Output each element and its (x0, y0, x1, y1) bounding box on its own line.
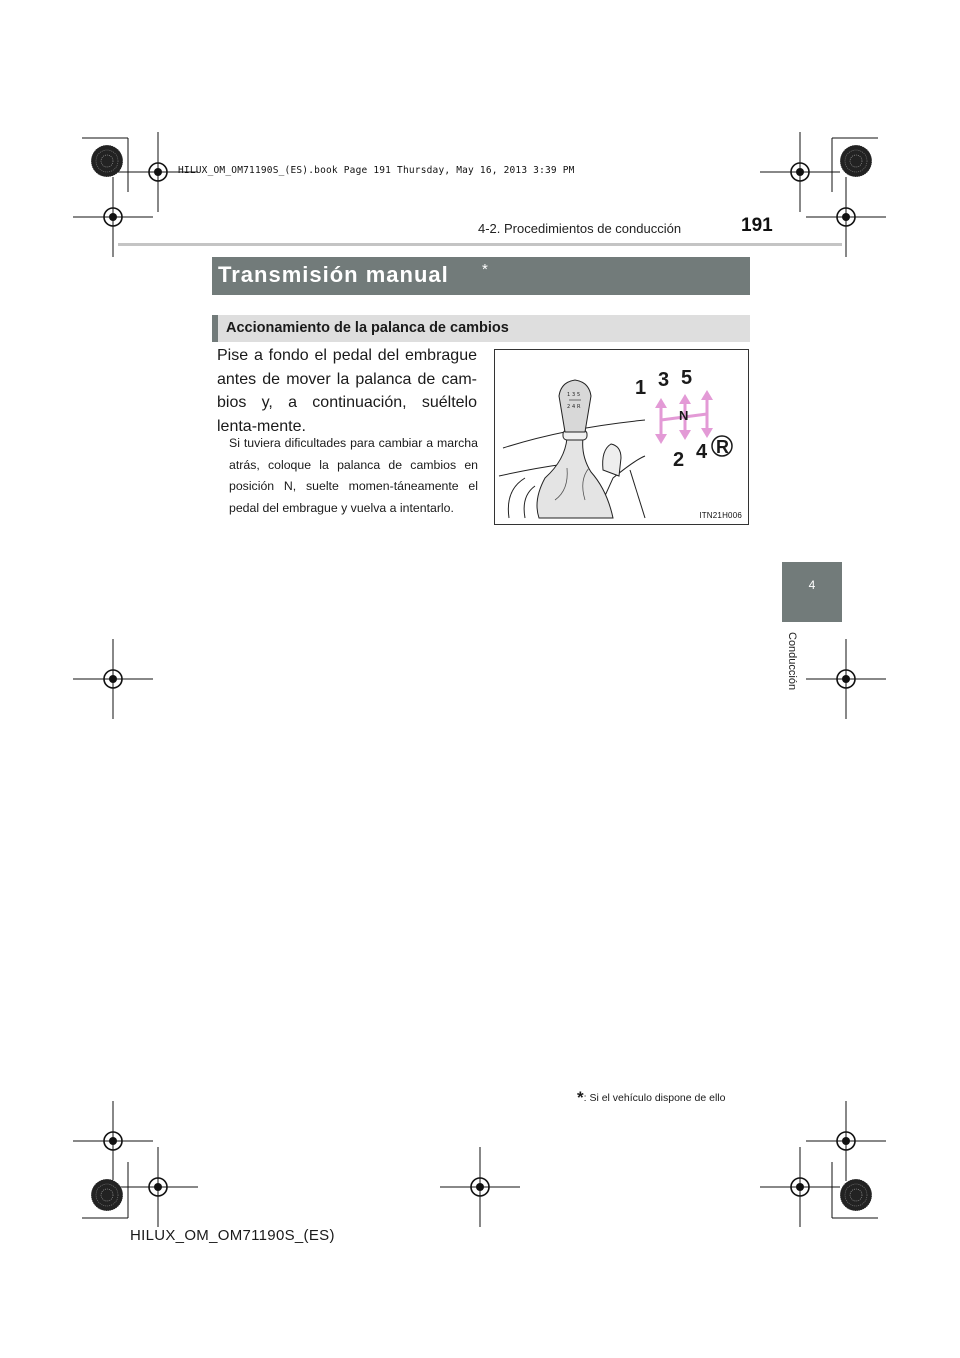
gear-label-r: R (716, 437, 729, 457)
header-rule (118, 243, 842, 246)
page-title: Transmisión manual (218, 262, 449, 287)
subsection-marker (212, 315, 218, 342)
knob-label-2: 2 (567, 404, 571, 410)
body-instruction: Pise a fondo el pedal del embrague antes de mover la palanca de cam-bios y, a continuación, suéltelo lenta-mente. (217, 347, 477, 435)
book-info-line: HILUX_OM_OM71190S_(ES).book Page 191 Thursday, May 16, 2013 3:39 PM (178, 165, 575, 176)
knob-label-4: 4 (572, 404, 576, 410)
page-title-bar (212, 257, 750, 295)
gear-lever-drawing (495, 350, 748, 524)
gear-label-5: 5 (681, 367, 693, 389)
page-number: 191 (741, 215, 773, 236)
subsection-title: Accionamiento de la palanca de cambios (226, 320, 509, 336)
section-heading: 4-2. Procedimientos de conducción (478, 221, 682, 236)
footnote (577, 1088, 725, 1108)
knob-label-1: 1 (567, 392, 571, 398)
chapter-number: 4 (808, 578, 816, 592)
gear-label-3: 3 (658, 369, 670, 391)
gear-label-4: 4 (696, 441, 708, 463)
gear-shift-illustration (494, 349, 749, 525)
figure-code: ITN21H006 (699, 511, 742, 520)
gear-label-n: N (679, 408, 689, 423)
gear-label-2: 2 (673, 449, 685, 471)
footnote-asterisk: * (577, 1088, 584, 1107)
knob-label-5: 5 (577, 392, 581, 398)
footer-document-code: HILUX_OM_OM71190S_(ES) (130, 1227, 335, 1244)
knob-label-r: R (577, 404, 581, 410)
knob-label-3: 3 (572, 392, 576, 398)
gear-label-1: 1 (635, 377, 647, 399)
chapter-label: Conducción (786, 632, 798, 691)
chapter-tab (782, 562, 842, 622)
body-note: Si tuviera dificultades para cambiar a marcha atrás, coloque la palanca de cambios en posición N, suelte momen-táneamente el pedal del embrague y vuelva a intentarlo. (229, 436, 478, 515)
subsection-bar (212, 315, 750, 342)
title-asterisk: * (482, 261, 488, 278)
footnote-text: : Si el vehículo dispone de ello (583, 1092, 726, 1104)
